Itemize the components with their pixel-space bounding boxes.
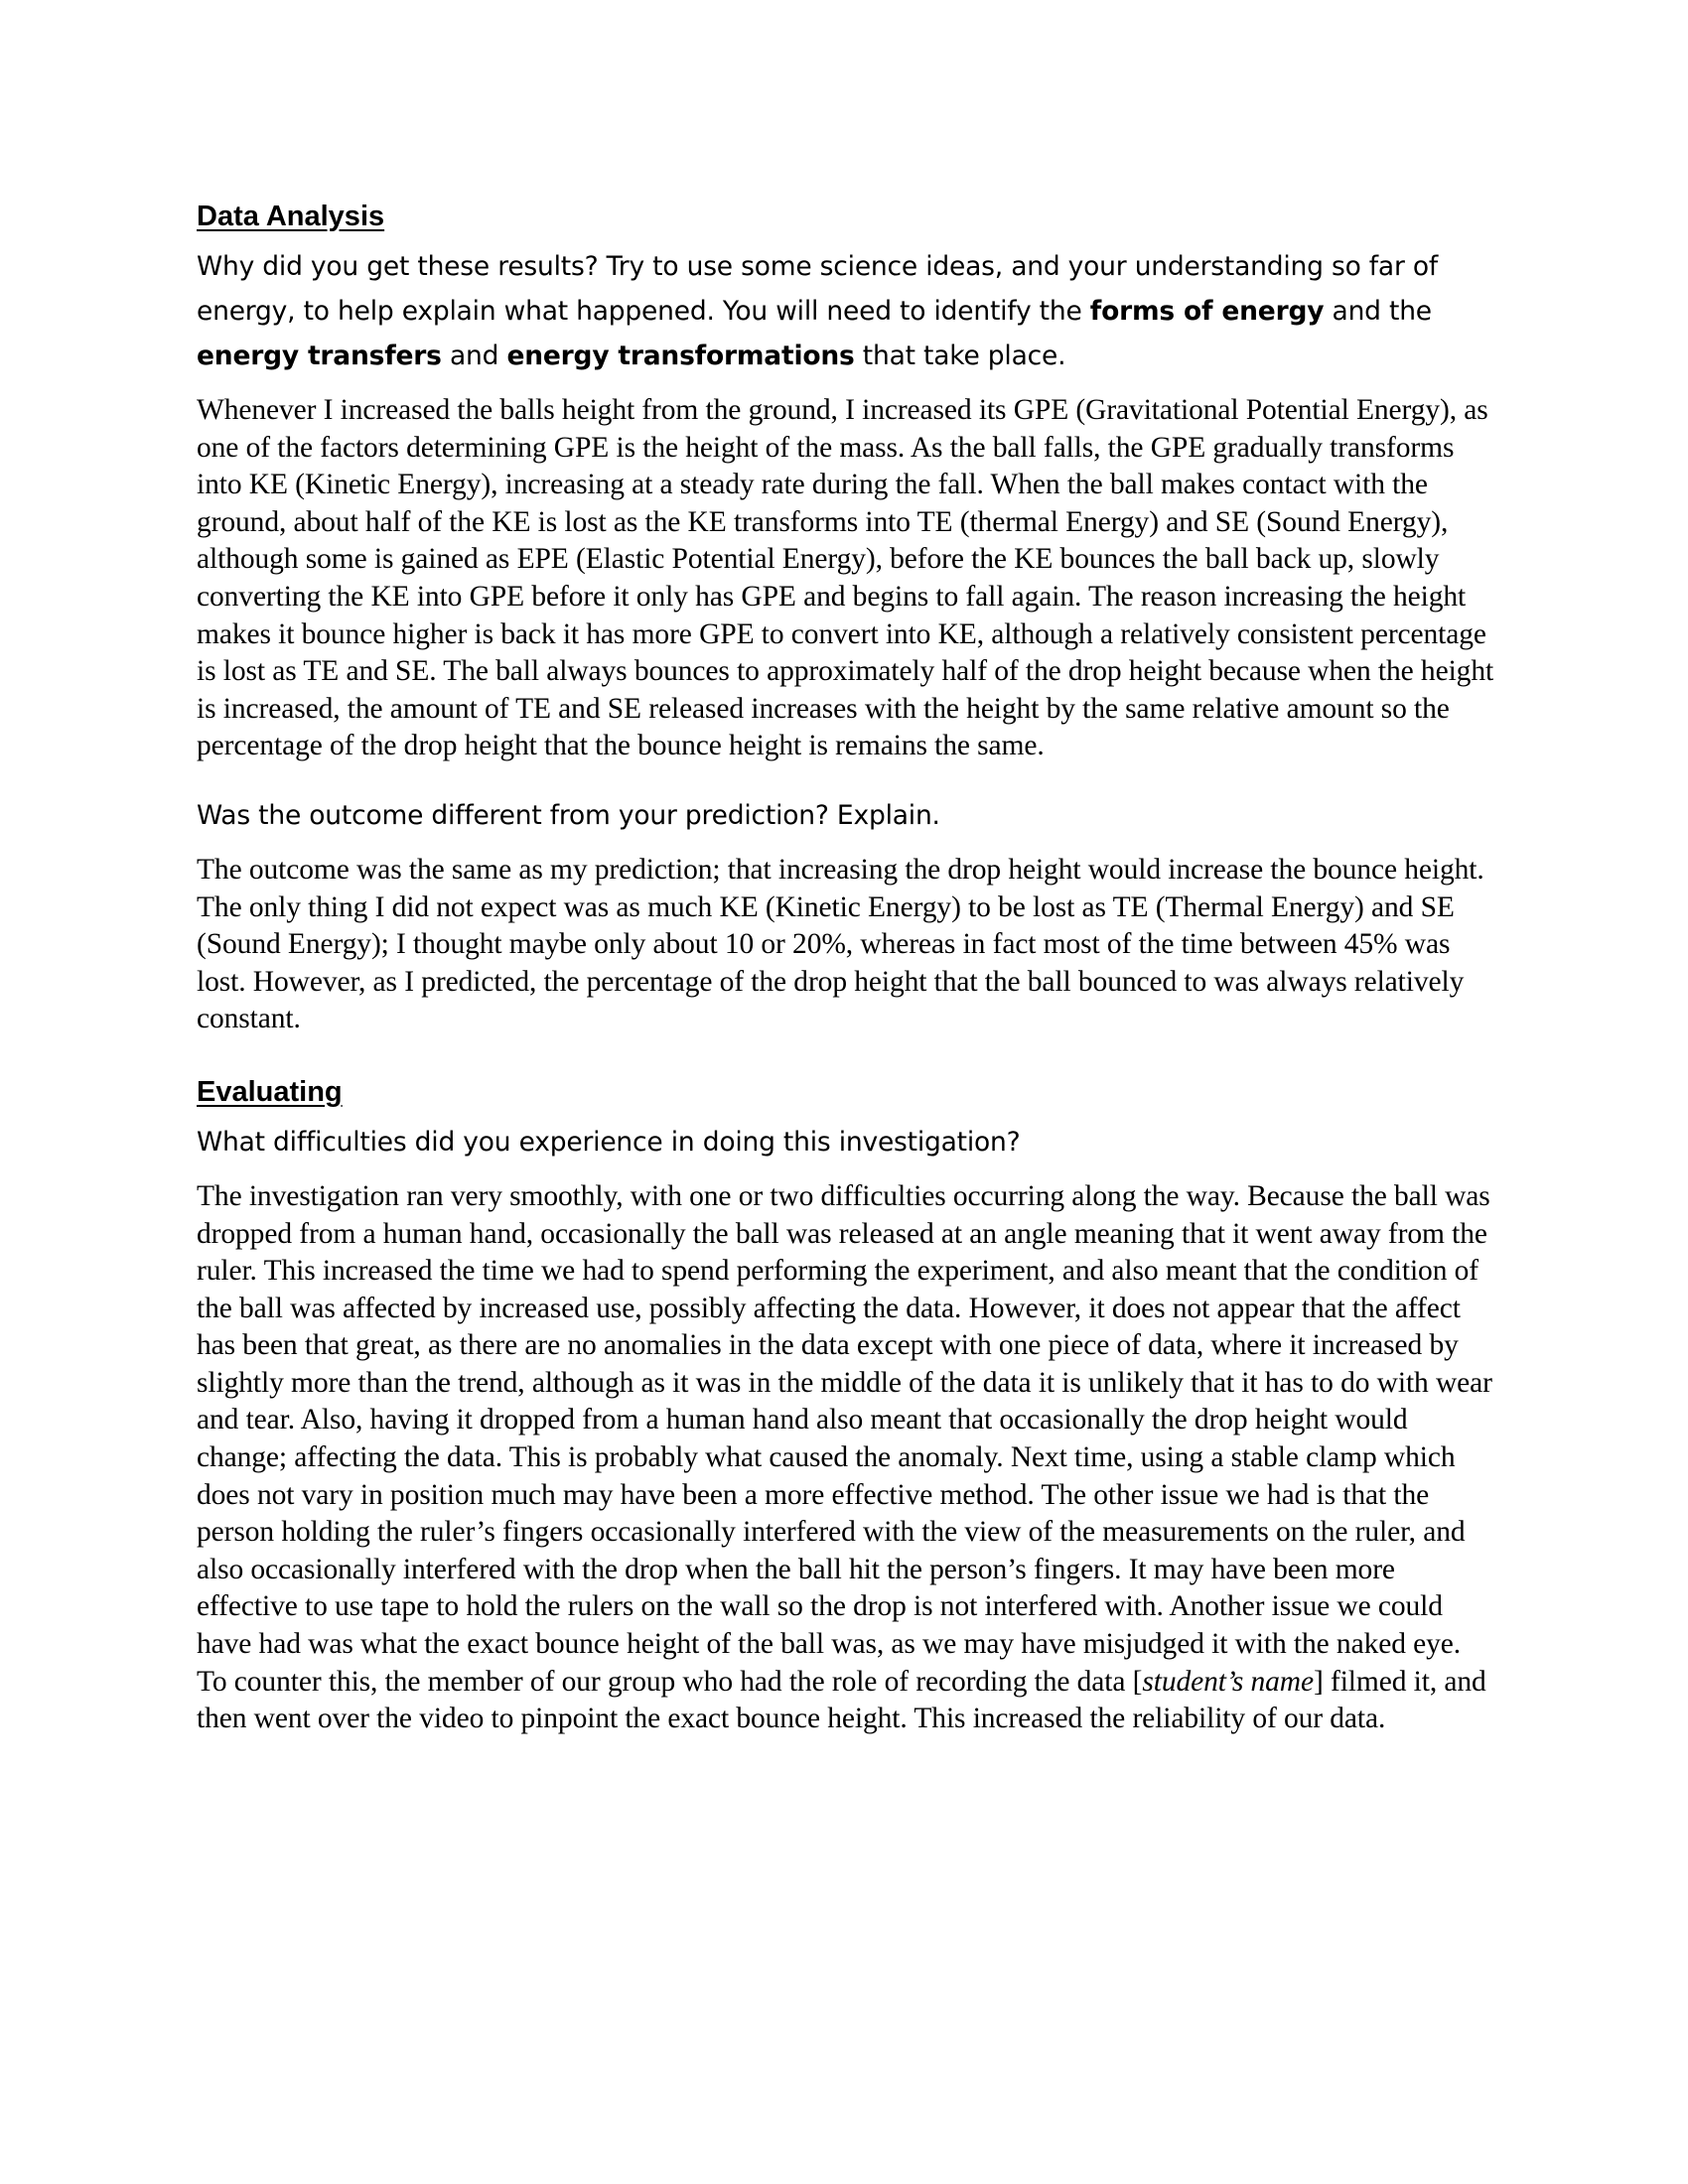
answer-evaluating (197, 1178, 1497, 1738)
heading-data-analysis: Data Analysis (197, 201, 385, 232)
answer-data-analysis: Whenever I increased the balls height from the ground, I increased its GPE (Gravitational Potential Energy), as one of the factors determining GPE is the height of the mass. As the ball falls, the GPE gradually transforms into KE (Kinetic Energy), increasing at a steady rate during the fall. When the ball makes contact with the ground, about half of the KE is lost as the KE transforms into TE (thermal Energy) and SE (Sound Energy), although some is gained as EPE (Elastic Potential Energy), before the KE bounces the ball back up, slowly converting the KE into GPE before it only has GPE and begins to fall again. The reason increasing the height makes it bounce higher is back it has more GPE to convert into KE, although a relatively consistent percentage is lost as TE and SE. The ball always bounces to approximately half of the drop height because when the height is increased, the amount of TE and SE released increases with the height by the same relative amount so the percentage of the drop height that the bounce height is remains the same. (197, 394, 1494, 762)
prompt-bold-energy-transfers: energy transfers (197, 341, 442, 371)
prompt-text: Why did you get these results? Try to use some science ideas, and your understanding so far of energy, to help explain what happened. You will need to identify the (197, 251, 1439, 327)
prompt-evaluating: What difficulties did you experience in doing this investigation? (197, 1126, 1021, 1158)
prompt-bold-energy-transformations: energy transformations (506, 341, 855, 371)
student-name-placeholder: student’s name (1142, 1665, 1314, 1698)
answer-prediction: The outcome was the same as my prediction; that increasing the drop height would increase the bounce height. The only thing I did not expect was as much KE (Kinetic Energy) to be lost as TE (Thermal Energy) and SE (Sound Energy); I thought maybe only about 10 or 20%, whereas in fact most of the time between 45% was lost. However, as I predicted, the percentage of the drop height that the ball bounced to was always relatively constant. (197, 853, 1484, 1035)
prompt-prediction: Was the outcome different from your prediction? Explain. (197, 799, 940, 831)
document-page (197, 197, 1497, 1766)
prompt-text: and (441, 341, 507, 371)
prompt-text: that take place. (854, 341, 1066, 371)
prompt-text: and the (1324, 296, 1432, 327)
prompt-bold-forms-of-energy: forms of energy (1089, 296, 1325, 327)
heading-evaluating: Evaluating (197, 1075, 343, 1108)
prompt-data-analysis (197, 244, 1497, 378)
answer-text: The investigation ran very smoothly, with one or two difficulties occurring along the way. Because the ball was dropped from a human hand, occasionally the ball was released at an angle meaning that it went away from the ruler. This increased the time we had to spend performing the experiment, and also meant that the condition of the ball was affected by increased use, possibly affecting the data. However, it does not appear that the affect has been that great, as there are no anomalies in the data except with one piece of data, where it increased by slightly more than the trend, although as it was in the middle of the data it is unlikely that it has to do with wear and tear. Also, having it dropped from a human hand also meant that occasionally the drop height would change; affecting the data. This is probably what caused the anomaly. Next time, using a stable clamp which does not vary in position much may have been a more effective method. The other issue we had is that the person holding the ruler’s fingers occasionally interfered with the view of the measurements on the ruler, and also occasionally interfered with the drop when the ball hit the person’s fingers. It may have been more effective to use tape to hold the rulers on the wall so the drop is not interfered with. Another issue we could have had was what the exact bounce height of the ball was, as we may have misjudged it with the naked eye. To counter this, the member of our group who had the role of recording the data [ (197, 1179, 1492, 1698)
answer-text: ] filmed it, and then went over the video to pinpoint the exact bounce height. This increased the reliability of our data. (197, 1665, 1486, 1735)
